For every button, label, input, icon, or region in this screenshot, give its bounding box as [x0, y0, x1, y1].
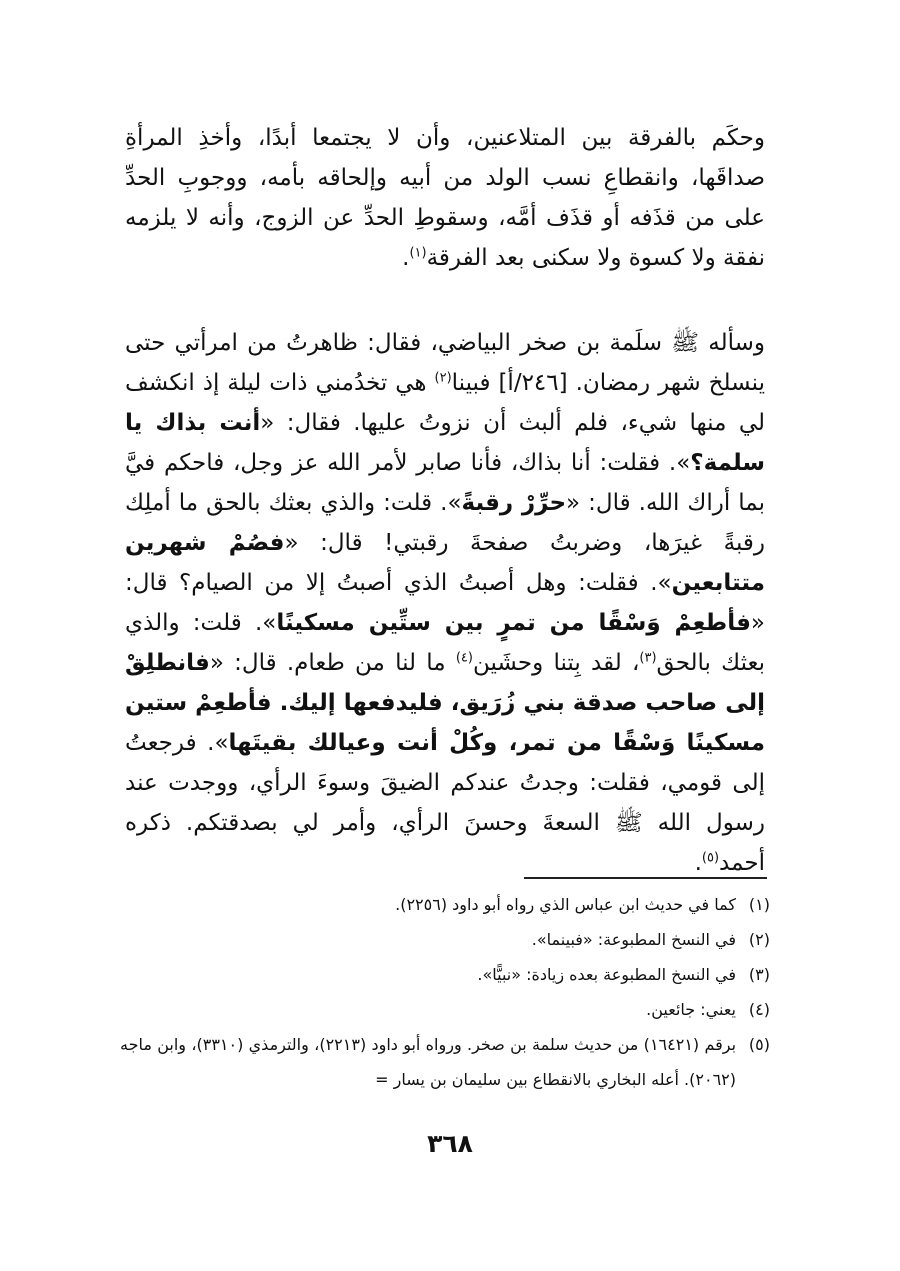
hadith-quote: حرِّرْ رقبةً	[461, 490, 567, 516]
text-run: هي تخدُمني ذات ليلة إذ انكشف لي منها شيء، فلم ألبث أن نزوتُ عليها. فقال: «	[125, 370, 765, 436]
footnotes-list	[120, 887, 770, 1097]
footnote-text: في النسخ المطبوعة: «فبينما».	[531, 930, 736, 949]
footnote-reference: (٢)	[434, 370, 452, 386]
body-paragraph-1	[125, 118, 765, 278]
text-run: .	[694, 850, 702, 876]
hadith-quote: فصُمْ شهرين متتابعين	[125, 530, 765, 596]
hadith-quote: فأطعِمْ وَسْقًا من تمرٍ بين ستِّين مسكينًا	[276, 610, 751, 636]
footnote-number: (٣)	[748, 965, 770, 984]
hadith-quote: فانطلِقْ إلى صاحب صدقة بني زُرَيق، فليدفعها إليك. فأطعِمْ ستين مسكينًا وَسْقًا من تمر، وكُلْ أنت وعيالك بقيتَها	[125, 650, 765, 756]
text-run: ». قلت: والذي بعثك بالحق ما أملِك رقبةً غيرَها، وضربتُ صفحةَ رقبتي! قال: «	[125, 490, 765, 556]
text-run: ». فقلت: أنا بذاك، فأنا صابر لأمر الله عز وجل، فاحكم فيَّ بما أراك الله. قال: «	[125, 450, 765, 516]
hadith-quote: أنت بذاك يا سلمة؟	[125, 410, 765, 476]
text-run: ». قلت: والذي بعثك بالحق	[125, 610, 766, 676]
footnote-reference: (٣)	[639, 650, 657, 666]
footnote-text: يعني: جائعين.	[646, 1000, 736, 1019]
footnote-reference: (١)	[409, 245, 427, 261]
footnote-reference: (٤)	[455, 650, 473, 666]
footnote-text: في النسخ المطبوعة بعده زيادة: «نبيًّا».	[477, 965, 736, 984]
text-run: ». فقلت: وهل أصبتُ الذي أصبتُ إلا من الصيام؟ قال: «	[125, 570, 765, 636]
footnote-item	[120, 1027, 770, 1097]
body-paragraph-2	[125, 323, 765, 883]
text-run: ما لنا من طعام. قال: «	[209, 650, 456, 676]
text-run: ، لقد بِتنا وحشَين	[472, 650, 640, 676]
footnote-separator	[524, 877, 767, 879]
text-run: وحكَم بالفرقة بين المتلاعنين، وأن لا يجتمعا أبدًا، وأخذِ المرأةِ صداقَها، وانقطاعِ نسب الولد من أبيه وإلحاقه بأمه، ووجوبِ الحدِّ على من قذَفه أو قذَف أمَّه، وسقوطِ الحدِّ عن الزوج، وأنه لا يلزمه نفقة ولا كسوة ولا سكنى بعد الفرقة	[125, 125, 765, 271]
text-run: ». فرجعتُ إلى قومي، فقلت: وجدتُ عندكم الضيقَ وسوءَ الرأي، ووجدت عند رسول الله ﷺ السعةَ وحسنَ الرأي، وأمر لي بصدقتكم. ذكره أحمد	[125, 730, 765, 876]
footnote-text: كما في حديث ابن عباس الذي رواه أبو داود (٢٢٥٦).	[395, 895, 736, 914]
footnote-number: (١)	[748, 895, 770, 914]
footnote-item	[120, 992, 770, 1027]
footnote-number: (٢)	[748, 930, 770, 949]
footnote-item	[120, 957, 770, 992]
footnote-item	[120, 887, 770, 922]
text-run: وسأله ﷺ سلَمة بن صخر البياضي، فقال: ظاهرتُ من امرأتي حتى ينسلخ شهر رمضان. [٢٤٦/أ] فبينا	[125, 330, 765, 396]
footnote-number: (٤)	[748, 1000, 770, 1019]
footnote-reference: (٥)	[701, 850, 720, 866]
footnote-number: (٥)	[748, 1035, 770, 1054]
page-number: ٣٦٨	[427, 1129, 473, 1158]
text-run: .	[402, 245, 410, 271]
footnote-text: برقم (١٦٤٢١) من حديث سلمة بن صخر. ورواه أبو داود (٢٢١٣)، والترمذي (٣٣١٠)، وابن ماجه (٢٠٦٢). أعله البخاري بالانقطاع بين سليمان بن يسار =	[120, 1035, 737, 1089]
footnote-item	[120, 922, 770, 957]
